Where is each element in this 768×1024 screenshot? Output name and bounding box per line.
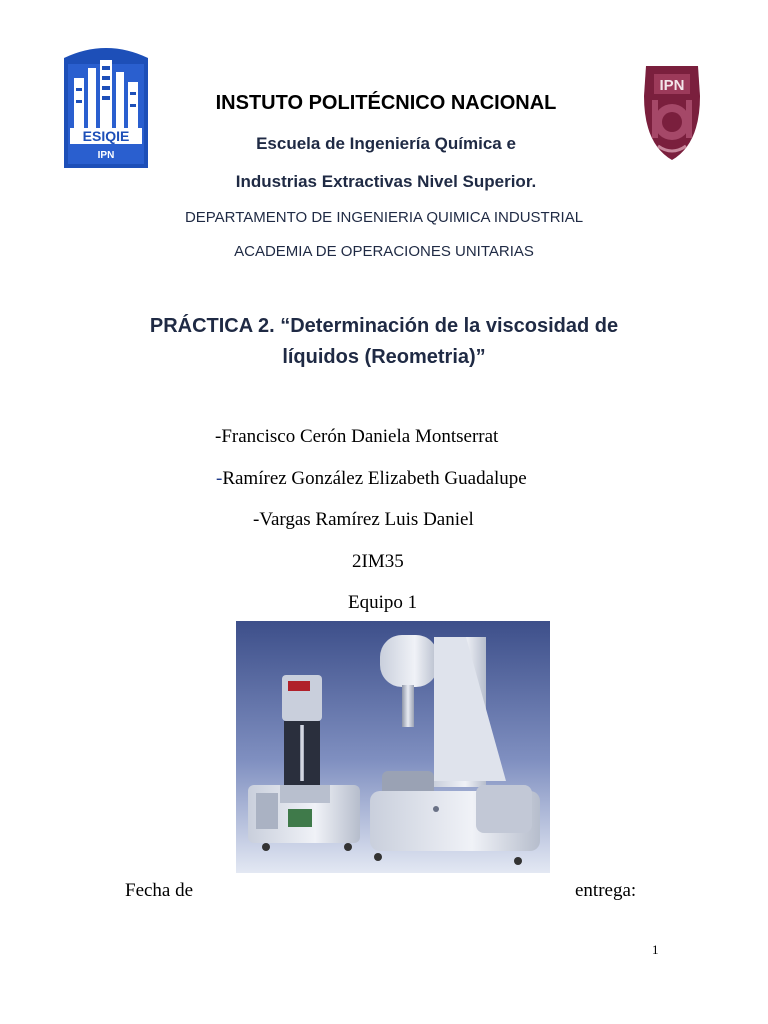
rheometer-photo bbox=[236, 621, 550, 873]
author-2-name: Ramírez González Elizabeth Guadalupe bbox=[222, 468, 527, 489]
school-name-line-2: Industrias Extractivas Nivel Superior. bbox=[235, 172, 537, 191]
author-2-dash: - bbox=[216, 468, 223, 489]
author-2 bbox=[216, 468, 527, 490]
page-number: 1 bbox=[652, 942, 659, 957]
delivery-date-label-left: Fecha de bbox=[125, 880, 194, 901]
school-name-line-1: Escuela de Ingeniería Química e bbox=[256, 134, 516, 153]
esiqie-logo-ipn-text: IPN bbox=[97, 150, 115, 161]
esiqie-logo-text: ESIQIE bbox=[82, 128, 130, 144]
department-name: DEPARTAMENTO DE INGENIERIA QUIMICA INDUSTRIAL bbox=[184, 209, 584, 226]
academy-name: ACADEMIA DE OPERACIONES UNITARIAS bbox=[234, 243, 534, 260]
practice-title-line-2: líquidos (Reometria)” bbox=[282, 346, 486, 368]
ipn-seal-text: IPN bbox=[659, 77, 685, 94]
institution-title: INSTUTO POLITÉCNICO NACIONAL bbox=[215, 92, 557, 114]
author-3: -Vargas Ramírez Luis Daniel bbox=[253, 509, 474, 530]
team-name: Equipo 1 bbox=[348, 592, 418, 613]
practice-title bbox=[40, 311, 728, 373]
practice-title-line-1: PRÁCTICA 2. “Determinación de la viscosidad de bbox=[149, 315, 619, 337]
group-code: 2IM35 bbox=[352, 551, 404, 572]
author-1: -Francisco Cerón Daniela Montserrat bbox=[215, 426, 499, 447]
delivery-date-label-right: entrega: bbox=[575, 880, 637, 901]
